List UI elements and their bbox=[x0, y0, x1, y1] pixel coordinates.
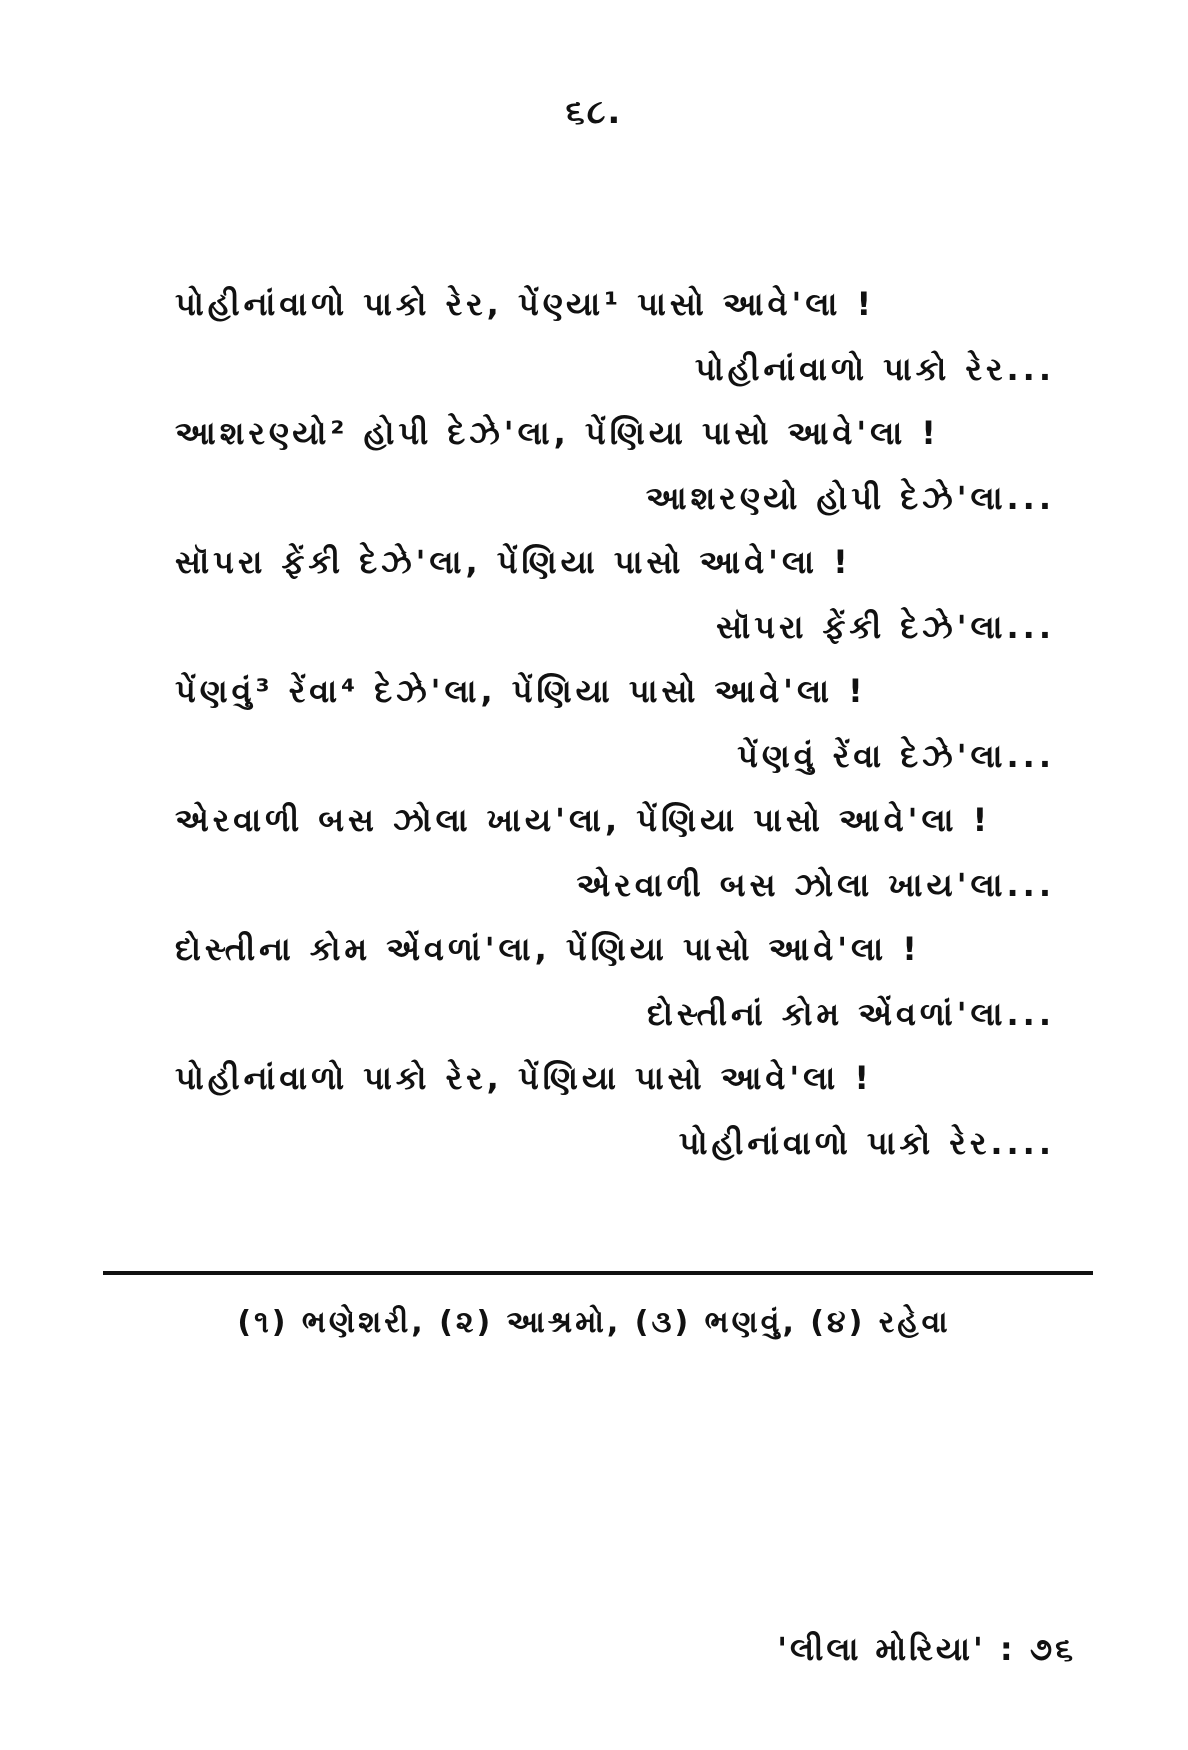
poem-line: એરવાળી બસ ઝોલા ખાય'લા, પેંણિયા પાસો આવે'લા ! bbox=[175, 801, 992, 839]
poem-line: આશરણ્યો² હોપી દેઝે'લા, પેંણિયા પાસો આવે'લા ! bbox=[175, 414, 940, 452]
poem-refrain: આશરણ્યો હોપી દેઝે'લા... bbox=[645, 478, 1055, 517]
footnotes: (૧) ભણેશરી, (૨) આશ્રમો, (૩) ભણવું, (૪) રહેવા bbox=[237, 1305, 951, 1340]
poem-line: દોસ્તીના કોમ એંવળાં'લા, પેંણિયા પાસો આવે'લા ! bbox=[175, 930, 921, 968]
poem-refrain: સૉપરા ફેંકી દેઝે'લા... bbox=[716, 607, 1055, 646]
poem-line: પોહીનાંવાળો પાકો રેર, પેંણ્યા¹ પાસો આવે'લા ! bbox=[175, 285, 876, 323]
poem-refrain: પોહીનાંવાળો પાકો રેર.... bbox=[678, 1123, 1055, 1162]
page-number: ૬૮. bbox=[565, 92, 623, 132]
footnote-divider bbox=[103, 1271, 1093, 1275]
poem-refrain: પોહીનાંવાળો પાકો રેર... bbox=[694, 349, 1055, 388]
poem-line: સૉપરા ફેંકી દેઝે'લા, પેંણિયા પાસો આવે'લા ! bbox=[175, 543, 852, 581]
poem-refrain: પેંણવું રેંવા દેઝે'લા... bbox=[737, 736, 1055, 775]
poem-refrain: દોસ્તીનાં કોમ એંવળાં'લા... bbox=[646, 994, 1055, 1033]
page-footer: 'લીલા મોરિયા' : ૭૬ bbox=[777, 1630, 1076, 1668]
poem-line: પેંણવું³ રેંવા⁴ દેઝે'લા, પેંણિયા પાસો આવે'લા ! bbox=[175, 672, 867, 710]
poem-body bbox=[175, 272, 1055, 1175]
poem-refrain: એરવાળી બસ ઝોલા ખાય'લા... bbox=[576, 865, 1055, 904]
poem-line: પોહીનાંવાળો પાકો રેર, પેંણિયા પાસો આવે'લા ! bbox=[175, 1059, 873, 1097]
